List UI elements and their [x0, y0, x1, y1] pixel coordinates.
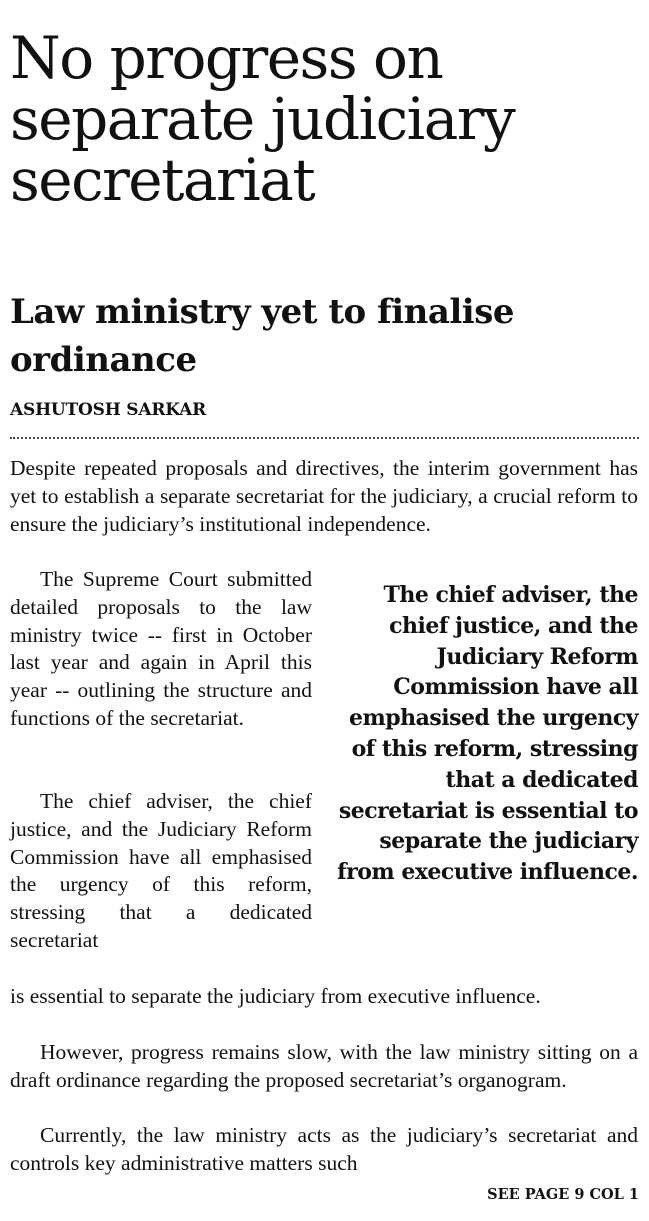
headline: No progress on separate judiciary secretariat — [10, 24, 515, 214]
paragraph-proposals: The Supreme Court submitted detailed proposals to the law ministry twice -- first in October last year and again in April this year -- outlining the structure and functions of the secretariat. — [10, 567, 312, 730]
dotted-divider — [10, 437, 639, 439]
continued-on-page-link: SEE PAGE 9 COL 1 — [487, 1186, 639, 1203]
subheadline: Law ministry yet to finalise ordinance — [10, 292, 514, 380]
byline: ASHUTOSH SARKAR — [10, 400, 207, 420]
paragraph-intro: Despite repeated proposals and directives, the interim government has yet to establish a separate secretariat for the judiciary, a crucial reform to ensure the judiciary’s institutional independence. — [10, 456, 638, 536]
pull-quote: The chief adviser, the chief justice, and the Judiciary Reform Commission have all emphasised the urgency of this reform, stressing that a dedicated secretariat is essential to separate the judiciary from executive influence. — [337, 582, 638, 886]
paragraph-current-status: Currently, the law ministry acts as the judiciary’s secretariat and controls key administrative matters such — [10, 1123, 638, 1175]
paragraph-progress: However, progress remains slow, with the law ministry sitting on a draft ordinance regarding the proposed secretariat’s organogram. — [10, 1040, 638, 1092]
paragraph-urgency: The chief adviser, the chief justice, and the Judiciary Reform Commission have all emphasised the urgency of this reform, stressing that a dedicated secretariat — [10, 789, 312, 952]
paragraph-urgency-continued: is essential to separate the judiciary from executive influence. — [10, 984, 541, 1008]
